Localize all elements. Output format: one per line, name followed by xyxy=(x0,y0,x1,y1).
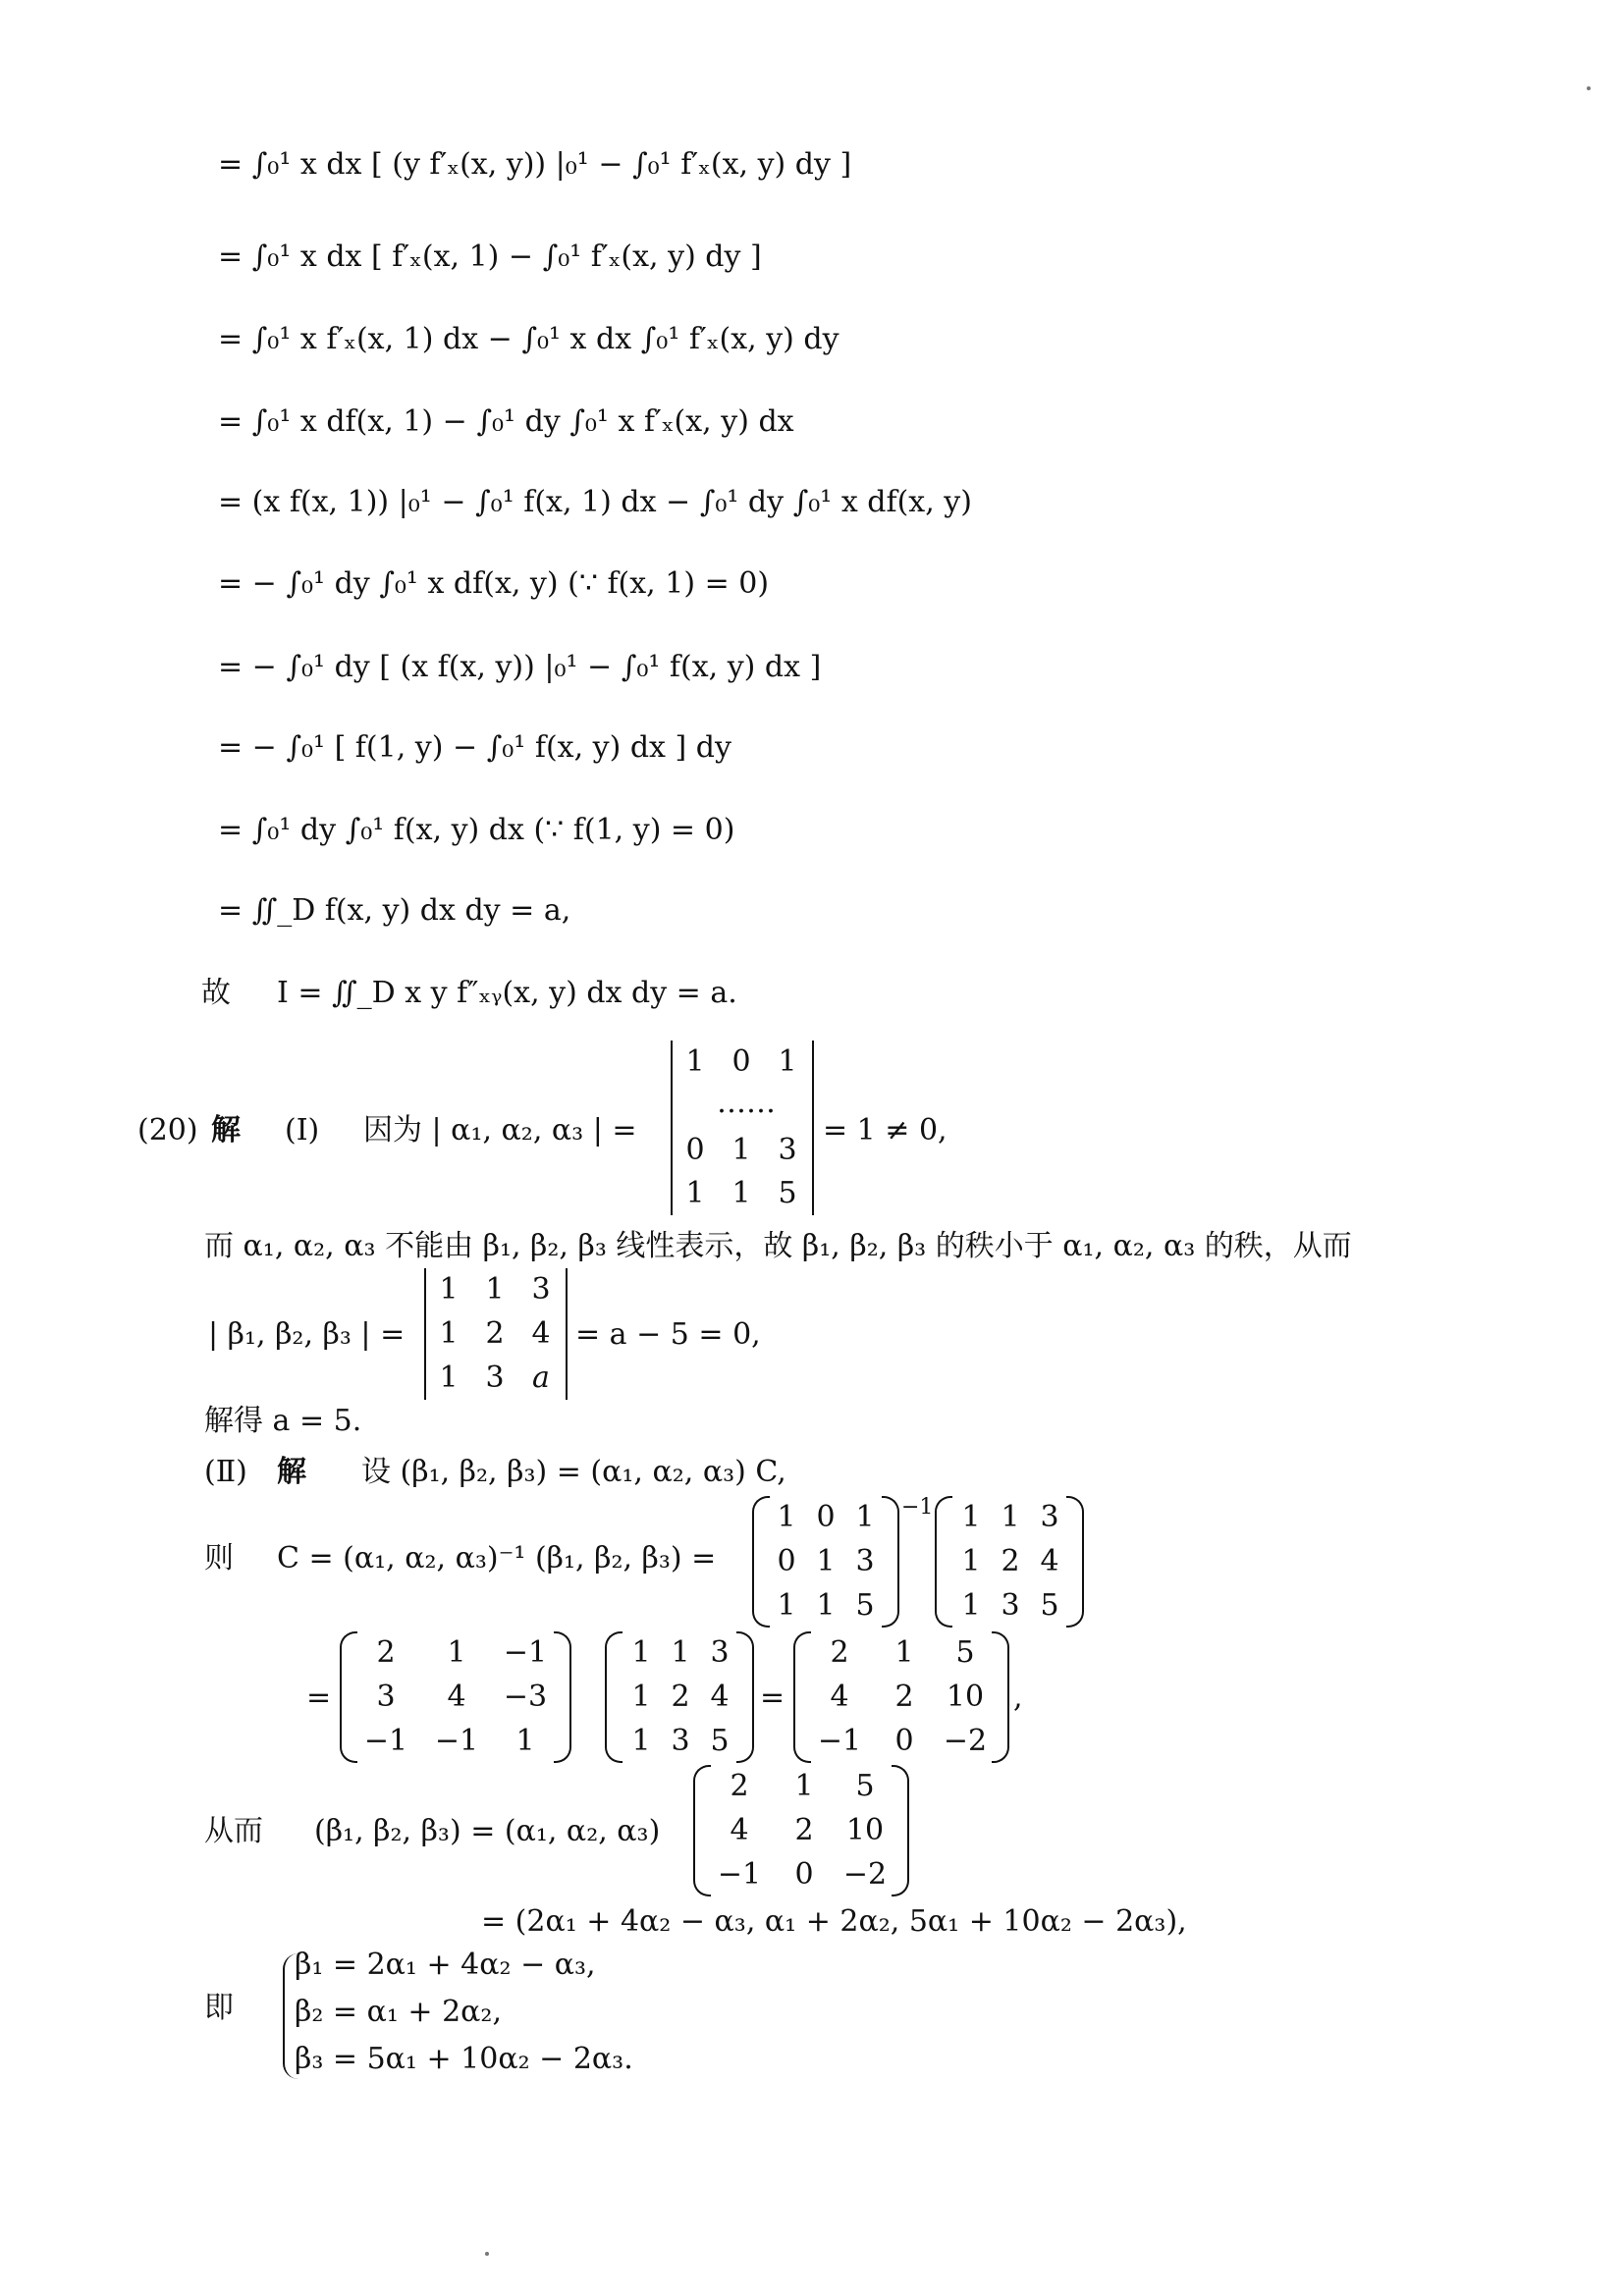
det2-cell: 2 xyxy=(485,1316,505,1351)
scan-speck xyxy=(1587,86,1591,90)
det2-cell: 1 xyxy=(439,1316,459,1351)
c-prefix: 则 xyxy=(204,1541,234,1575)
mc2-cell: 0 xyxy=(794,1857,814,1892)
thus-result: = (2α₁ + 4α₂ − α₃, α₁ + 2α₂, 5α₁ + 10α₂ − 2α₃), xyxy=(481,1904,1187,1939)
system-line-3: β₃ = 5α₁ + 10α₂ − 2α₃. xyxy=(295,2042,633,2076)
mc2-cell: 10 xyxy=(845,1813,885,1847)
thus-text: (β₁, β₂, β₃) = (α₁, α₂, α₃) xyxy=(314,1814,661,1848)
mi-cell: −1 xyxy=(363,1724,408,1758)
part2-label: (Ⅱ) xyxy=(204,1455,247,1489)
mb2-cell: 1 xyxy=(631,1680,651,1714)
det1-cell: 1 xyxy=(731,1176,751,1210)
mc-cell: 0 xyxy=(894,1724,914,1758)
conclusion-prefix: 故 xyxy=(201,976,231,1010)
rank-argument: 而 α₁, α₂, α₃ 不能由 β₁, β₂, β₃ 线性表示，故 β₁, β₂, β₃ 的秩小于 α₁, α₂, α₃ 的秩，从而 xyxy=(204,1229,1352,1263)
mb-cell: 4 xyxy=(1040,1544,1059,1578)
mb2-cell: 1 xyxy=(631,1724,651,1758)
ma-cell: 1 xyxy=(816,1544,836,1578)
det1-cell: 5 xyxy=(778,1176,797,1210)
mc-cell: −2 xyxy=(943,1724,988,1758)
mc-cell: 2 xyxy=(830,1635,849,1670)
scan-speck xyxy=(485,2252,489,2256)
solution-label: 解 xyxy=(211,1113,241,1148)
mc2-cell: 5 xyxy=(855,1769,875,1803)
mi-cell: 2 xyxy=(376,1635,396,1670)
det1-cell: 3 xyxy=(778,1133,797,1167)
matrix-alpha xyxy=(752,1496,899,1628)
mc-cell: −1 xyxy=(817,1724,862,1758)
proof-line-2: = ∫₀¹ x dx [ f′ₓ(x, 1) − ∫₀¹ f′ₓ(x, y) dy ] xyxy=(218,240,762,274)
ma-cell: 0 xyxy=(777,1544,796,1578)
det1-result: = 1 ≠ 0, xyxy=(823,1113,947,1148)
proof-line-3: = ∫₀¹ x f′ₓ(x, 1) dx − ∫₀¹ x dx ∫₀¹ f′ₓ(x, y) dy xyxy=(218,322,839,356)
ie-prefix: 即 xyxy=(204,1991,234,2025)
mb2-cell: 5 xyxy=(710,1724,730,1758)
part2-setup: 设 (β₁, β₂, β₃) = (α₁, α₂, α₃) C, xyxy=(361,1455,786,1489)
problem-number: (20) xyxy=(137,1113,198,1148)
product-comma: , xyxy=(1013,1681,1023,1715)
det1-cell: 1 xyxy=(685,1044,705,1079)
ma-cell: 1 xyxy=(816,1588,836,1623)
mb-cell: 1 xyxy=(1001,1500,1020,1534)
mb2-cell: 2 xyxy=(671,1680,690,1714)
det1-cell: 1 xyxy=(731,1133,751,1167)
mb-cell: 1 xyxy=(961,1544,981,1578)
proof-line-5: = (x f(x, 1)) |₀¹ − ∫₀¹ f(x, 1) dx − ∫₀¹ dy ∫₀¹ x df(x, y) xyxy=(218,485,972,519)
part2-solution-label: 解 xyxy=(277,1455,306,1489)
det1-cell: 1 xyxy=(778,1044,797,1079)
ma-cell: 3 xyxy=(855,1544,875,1578)
det2-cell: 1 xyxy=(439,1361,459,1395)
mb-cell: 3 xyxy=(1040,1500,1059,1534)
mi-cell: 1 xyxy=(515,1724,535,1758)
proof-line-6: = − ∫₀¹ dy ∫₀¹ x df(x, y) (∵ f(x, 1) = 0) xyxy=(218,566,770,601)
det2-cell: 1 xyxy=(439,1272,459,1307)
thus-prefix: 从而 xyxy=(204,1814,263,1848)
proof-line-7: = − ∫₀¹ dy [ (x f(x, y)) |₀¹ − ∫₀¹ f(x, y) dx ] xyxy=(218,650,822,684)
proof-line-8: = − ∫₀¹ [ f(1, y) − ∫₀¹ f(x, y) dx ] dy xyxy=(218,730,731,765)
proof-line-9: = ∫₀¹ dy ∫₀¹ f(x, y) dx (∵ f(1, y) = 0) xyxy=(218,813,735,847)
ma-cell: 1 xyxy=(777,1588,796,1623)
matrix-beta xyxy=(935,1496,1084,1628)
system-line-2: β₂ = α₁ + 2α₂, xyxy=(295,1995,502,2029)
ma-cell: 5 xyxy=(855,1588,875,1623)
mb-cell: 1 xyxy=(961,1588,981,1623)
det2-cell: 1 xyxy=(485,1272,505,1307)
matrix-c-2 xyxy=(693,1765,909,1896)
proof-line-4: = ∫₀¹ x df(x, 1) − ∫₀¹ dy ∫₀¹ x f′ₓ(x, y) dx xyxy=(218,404,794,439)
det1-cell: 0 xyxy=(685,1133,705,1167)
det2-prefix: | β₁, β₂, β₃ | = xyxy=(208,1317,406,1352)
det2-cell: 4 xyxy=(531,1316,551,1351)
mb-cell: 1 xyxy=(961,1500,981,1534)
proof-line-1: = ∫₀¹ x dx [ (y f′ₓ(x, y)) |₀¹ − ∫₀¹ f′ₓ(x, y) dy ] xyxy=(218,147,852,182)
mc2-cell: 4 xyxy=(730,1813,749,1847)
mb-cell: 5 xyxy=(1040,1588,1059,1623)
mb2-cell: 3 xyxy=(671,1724,690,1758)
det2-cell: 3 xyxy=(485,1361,505,1395)
mc-cell: 4 xyxy=(830,1680,849,1714)
det2-cell: a xyxy=(532,1361,550,1395)
mc2-cell: 2 xyxy=(794,1813,814,1847)
mb2-cell: 3 xyxy=(710,1635,730,1670)
part1-statement: 因为 | α₁, α₂, α₃ | = xyxy=(363,1113,637,1148)
mc2-cell: 1 xyxy=(794,1769,814,1803)
mi-cell: −1 xyxy=(503,1635,548,1670)
inverse-mark: −1 xyxy=(901,1495,934,1520)
mc-cell: 5 xyxy=(955,1635,975,1670)
mc2-cell: 2 xyxy=(730,1769,749,1803)
mc2-cell: −2 xyxy=(842,1857,888,1892)
product-eq: = xyxy=(306,1681,332,1715)
mi-cell: −1 xyxy=(434,1724,479,1758)
mi-cell: 3 xyxy=(376,1680,396,1714)
mi-cell: −3 xyxy=(503,1680,548,1714)
matrix-beta-2 xyxy=(605,1631,754,1763)
mc-cell: 1 xyxy=(894,1635,914,1670)
system-line-1: β₁ = 2α₁ + 4α₂ − α₃, xyxy=(295,1948,596,1982)
mi-cell: 1 xyxy=(447,1635,466,1670)
mb-cell: 3 xyxy=(1001,1588,1020,1623)
conclusion-equation: I = ∬_D x y f″ₓᵧ(x, y) dx dy = a. xyxy=(277,976,737,1010)
det2-cell: 3 xyxy=(531,1272,551,1307)
mb2-cell: 4 xyxy=(710,1680,730,1714)
ma-cell: 1 xyxy=(855,1500,875,1534)
proof-line-10: = ∬_D f(x, y) dx dy = a, xyxy=(218,893,571,928)
product-eq-2: = xyxy=(760,1681,785,1715)
ma-cell: 1 xyxy=(777,1500,796,1534)
mc2-cell: −1 xyxy=(717,1857,762,1892)
solve-a: 解得 a = 5. xyxy=(204,1404,362,1438)
mi-cell: 4 xyxy=(447,1680,466,1714)
mc-cell: 2 xyxy=(894,1680,914,1714)
mb-cell: 2 xyxy=(1001,1544,1020,1578)
ma-cell: 0 xyxy=(816,1500,836,1534)
det1-dots: …… xyxy=(717,1086,776,1120)
c-formula: C = (α₁, α₂, α₃)⁻¹ (β₁, β₂, β₃) = xyxy=(277,1541,717,1575)
matrix-inverse xyxy=(340,1631,571,1763)
matrix-c xyxy=(793,1631,1009,1763)
part1-label: (Ⅰ) xyxy=(285,1113,320,1148)
det2-result: = a − 5 = 0, xyxy=(575,1317,761,1352)
determinant-alpha xyxy=(671,1041,814,1215)
det1-cell: 1 xyxy=(685,1176,705,1210)
mc-cell: 10 xyxy=(946,1680,985,1714)
mb2-cell: 1 xyxy=(671,1635,690,1670)
mb2-cell: 1 xyxy=(631,1635,651,1670)
det1-cell: 0 xyxy=(731,1044,751,1079)
determinant-beta xyxy=(424,1268,568,1400)
